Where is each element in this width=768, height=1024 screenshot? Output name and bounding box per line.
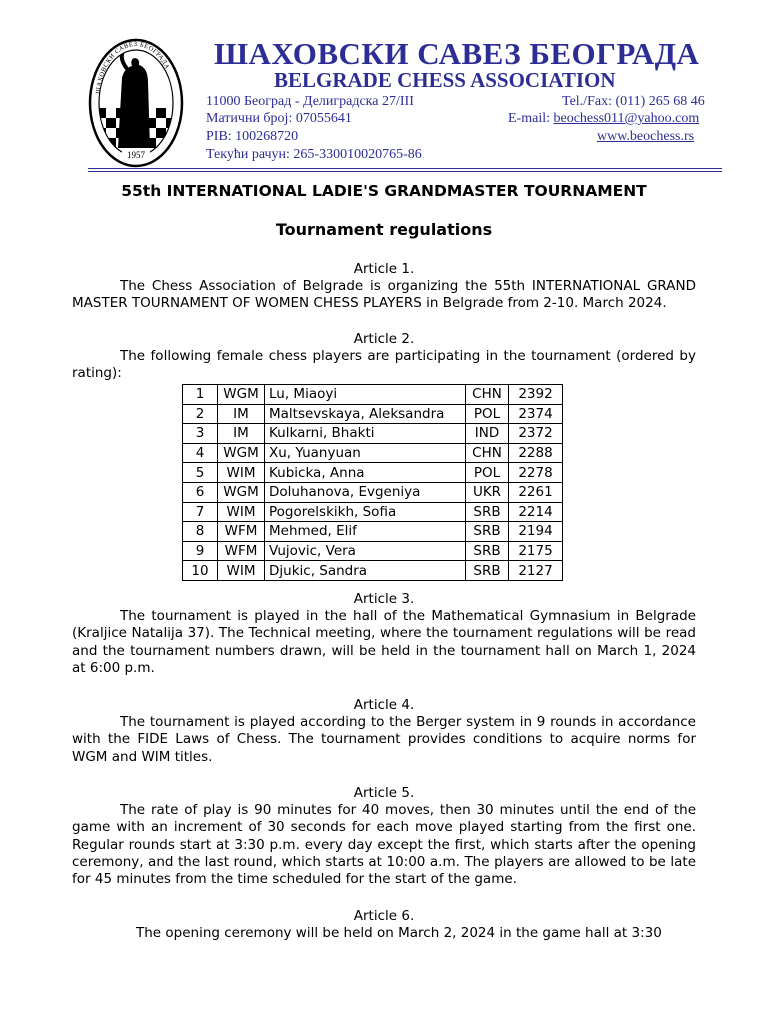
article-6-text: The opening ceremony will be held on March 2, 2024 in the game hall at 3:30	[136, 925, 662, 941]
player-number: 5	[183, 463, 218, 483]
player-title: WGM	[218, 385, 265, 405]
article-3-text: The tournament is played in the hall of the Mathematical Gymnasium in Belgrade (Kraljice Natalija 37). The Technical meeting, where the tournament regulations will be read and the tournament numbers drawn, will be held in the tournament hall on March 1, 2024 at 6:00 p.m.	[72, 608, 696, 676]
table-row	[183, 424, 563, 444]
player-number: 1	[183, 385, 218, 405]
regulations-title: Tournament regulations	[275, 220, 493, 239]
player-rating: 2372	[509, 424, 563, 444]
bank-account: Текући рачун: 265-330010020765-86	[206, 147, 422, 162]
table-row	[183, 443, 563, 463]
player-title: WGM	[218, 443, 265, 463]
email-label: E-mail:	[508, 111, 554, 126]
header-divider	[88, 168, 722, 169]
article-4-heading: Article 4.	[353, 697, 415, 713]
player-federation: SRB	[466, 561, 509, 581]
article-5-heading: Article 5.	[353, 785, 415, 801]
player-federation: POL	[466, 463, 509, 483]
player-rating: 2261	[509, 482, 563, 502]
player-federation: CHN	[466, 443, 509, 463]
player-title: WIM	[218, 463, 265, 483]
player-title: WIM	[218, 502, 265, 522]
pib-number: PIB: 100268720	[206, 129, 299, 144]
article-4-text: The tournament is played according to the Berger system in 9 rounds in accordance with the FIDE Laws of Chess. The tournament provides conditions to acquire norms for WGM and WIM titles.	[72, 714, 696, 765]
phone-fax: Tel./Fax: (011) 265 68 46	[562, 94, 705, 109]
player-rating: 2392	[509, 385, 563, 405]
header-divider-thin	[88, 171, 722, 172]
table-row	[183, 522, 563, 542]
registration-value: 07055641	[295, 111, 352, 126]
table-row	[183, 404, 563, 424]
player-name: Maltsevskaya, Aleksandra	[265, 404, 466, 424]
player-rating: 2127	[509, 561, 563, 581]
player-rating: 2374	[509, 404, 563, 424]
player-rating: 2278	[509, 463, 563, 483]
article-2-text: The following female chess players are participating in the tournament (ordered by rating):	[72, 348, 696, 382]
player-number: 7	[183, 502, 218, 522]
registration-number	[206, 111, 352, 127]
player-federation: UKR	[466, 482, 509, 502]
player-rating: 2214	[509, 502, 563, 522]
player-name: Doluhanova, Evgeniya	[265, 482, 466, 502]
player-number: 8	[183, 522, 218, 542]
player-title: WFM	[218, 541, 265, 561]
registration-label: Матични број:	[206, 111, 296, 126]
logo-ring-text: ШАХОВСКИ САВЕЗ БЕОГРАДА	[95, 40, 171, 95]
player-rating: 2288	[509, 443, 563, 463]
player-name: Lu, Miaoyi	[265, 385, 466, 405]
player-name: Pogorelskikh, Sofia	[265, 502, 466, 522]
player-name: Vujovic, Vera	[265, 541, 466, 561]
website-link[interactable]: www.beochess.rs	[597, 129, 695, 144]
players-table	[182, 384, 563, 581]
table-row	[183, 463, 563, 483]
player-federation: SRB	[466, 522, 509, 542]
player-title: IM	[218, 424, 265, 444]
association-title-english: BELGRADE CHESS ASSOCIATION	[274, 68, 616, 92]
table-row	[183, 482, 563, 502]
player-federation: CHN	[466, 385, 509, 405]
player-name: Djukic, Sandra	[265, 561, 466, 581]
article-1-text: The Chess Association of Belgrade is organizing the 55th INTERNATIONAL GRAND MASTER TOURNAMENT OF WOMEN CHESS PLAYERS in Belgrade from 2-10. March 2024.	[72, 278, 696, 312]
email-link[interactable]: beochess011@yahoo.com	[553, 111, 700, 126]
article-1-heading: Article 1.	[353, 261, 415, 277]
player-name: Mehmed, Elif	[265, 522, 466, 542]
player-rating: 2194	[509, 522, 563, 542]
player-number: 10	[183, 561, 218, 581]
player-number: 3	[183, 424, 218, 444]
table-row	[183, 561, 563, 581]
association-title-cyrillic: ШАХОВСКИ САВЕЗ БЕОГРАДА	[214, 36, 700, 71]
table-row	[183, 541, 563, 561]
player-name: Kubicka, Anna	[265, 463, 466, 483]
article-5-text: The rate of play is 90 minutes for 40 moves, then 30 minutes until the end of the game with an increment of 30 seconds for each move played starting from the first one. Regular rounds start at 3:30 p.m. every day except the first, which starts after the opening ceremony, and the last round, which starts at 10:00 a.m. The players are allowed to be late for 45 minutes from the time scheduled for the start of the game.	[72, 802, 696, 888]
tournament-title: 55th INTERNATIONAL LADIE'S GRANDMASTER TOURNAMENT	[121, 182, 647, 200]
player-title: IM	[218, 404, 265, 424]
player-number: 9	[183, 541, 218, 561]
table-row	[183, 502, 563, 522]
player-number: 6	[183, 482, 218, 502]
player-title: WGM	[218, 482, 265, 502]
logo-year: 1957	[127, 150, 145, 160]
player-federation: POL	[466, 404, 509, 424]
player-title: WFM	[218, 522, 265, 542]
player-number: 4	[183, 443, 218, 463]
article-3-heading: Article 3.	[353, 591, 415, 607]
chess-association-logo	[88, 38, 184, 168]
player-number: 2	[183, 404, 218, 424]
article-2-heading: Article 2.	[353, 331, 415, 347]
table-row	[183, 385, 563, 405]
player-title: WIM	[218, 561, 265, 581]
player-rating: 2175	[509, 541, 563, 561]
player-federation: SRB	[466, 502, 509, 522]
player-federation: SRB	[466, 541, 509, 561]
player-name: Xu, Yuanyuan	[265, 443, 466, 463]
player-federation: IND	[466, 424, 509, 444]
email	[508, 111, 699, 127]
address: 11000 Београд - Делиградска 27/III	[206, 94, 414, 109]
article-6-heading: Article 6.	[353, 908, 415, 924]
player-name: Kulkarni, Bhakti	[265, 424, 466, 444]
